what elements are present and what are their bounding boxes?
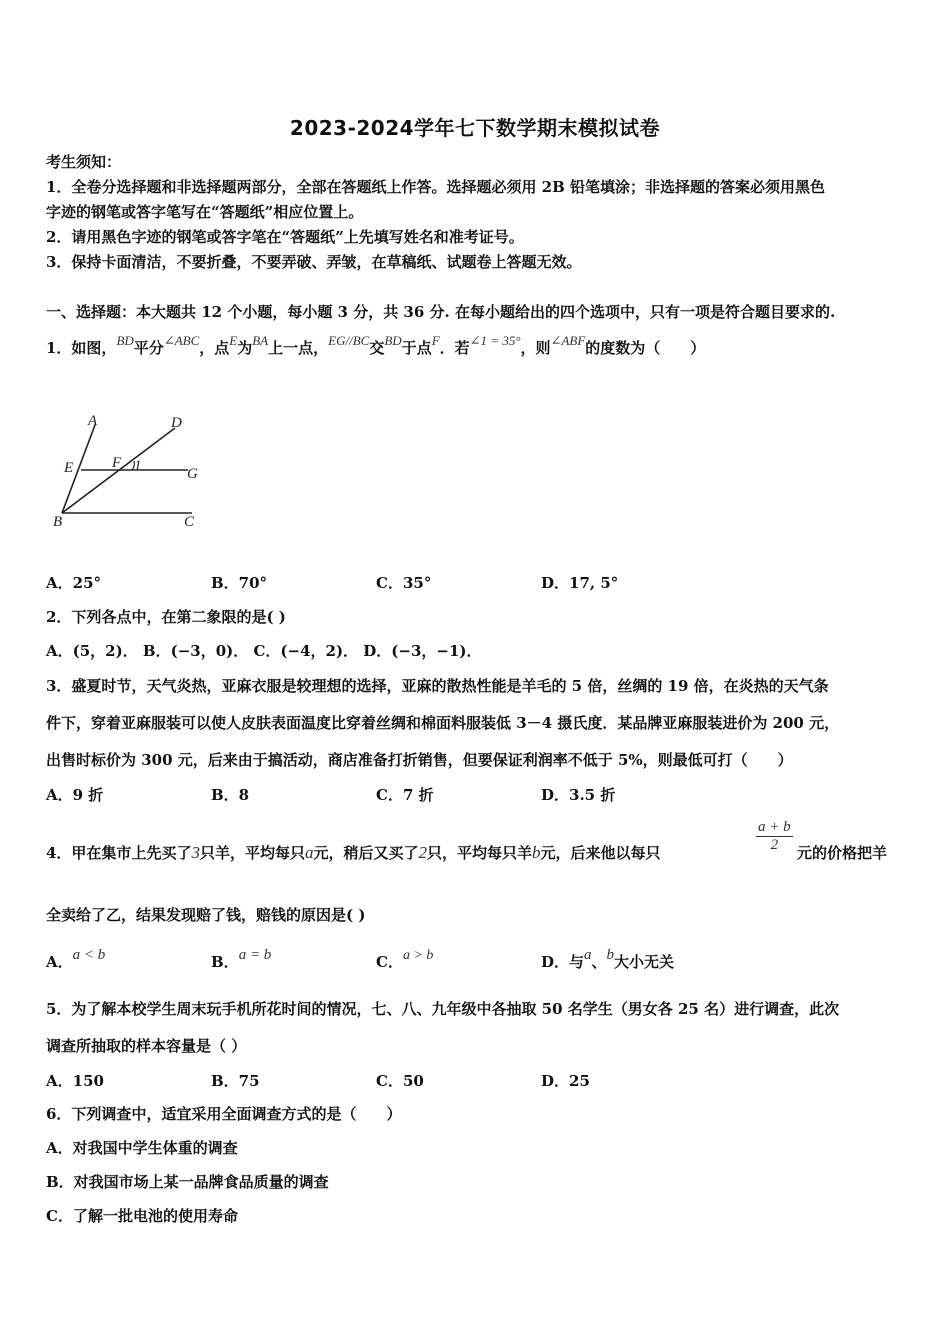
fraction-a-plus-b-over-2: $\frac{a + b}{2}$ [758,819,791,853]
q5-option-c: C．50 [376,1072,424,1090]
question-1-figure [50,408,220,538]
label-a: A [88,413,98,429]
notice-line-1b: 字迹的钢笔或答字笔写在“答题纸”相应位置上。 [46,203,364,221]
label-c: C [184,514,195,530]
notice-line-1a: 1．全卷分选择题和非选择题两部分，全部在答题纸上作答。选择题必须用 2B 铅笔填涂；非选择题的答案必须用黑色 [46,178,826,196]
q3-option-c: C．7 折 [376,786,434,804]
q6-option-b: B．对我国市场上某一品牌食品质量的调查 [46,1173,329,1191]
question-2-stem: 2．下列各点中，在第二象限的是( ) [46,608,286,626]
question-4-line-1: 4．甲在集市上先买了3只羊，平均每只a元，稍后又买了2只，平均每只羊b元，后来他以每只 [46,843,661,862]
q1-option-b: B．70° [211,574,268,592]
question-2-options: A．(5，2)． B．(−3，0)． C．(−4，2)． D．(−3，−1)． [46,642,482,660]
question-3-line-1: 3．盛夏时节，天气炎热，亚麻衣服是较理想的选择，亚麻的散热性能是羊毛的 5 倍，丝绸的 19 倍，在炎热的天气条 [46,677,829,695]
q4-option-d: D．与a、b大小无关 [541,947,675,971]
q1-option-d: D．17, 5° [541,574,619,592]
q3-option-d: D．3.5 折 [541,786,616,804]
label-e: E [64,460,74,476]
q3-option-a: A．9 折 [46,786,104,804]
label-g: G [187,466,198,482]
page-title: 2023-2024学年七下数学期末模拟试卷 [289,116,661,140]
q4-option-b: B．a = b [211,947,272,971]
notice-heading: 考生须知： [46,153,122,171]
question-5-line-1: 5．为了解本校学生周末玩手机所花时间的情况，七、八、九年级中各抽取 50 名学生（男女各 25 名）进行调查，此次 [46,1000,840,1018]
label-f: F [112,455,122,471]
q6-option-a: A．对我国中学生体重的调查 [46,1139,238,1157]
q4-option-a: A．a < b [46,947,106,971]
question-5-line-2: 调查所抽取的样本容量是（ ） [46,1037,247,1055]
label-1: 1 [134,458,142,474]
q5-option-a: A．150 [46,1072,104,1090]
question-4-line-1-end: 元的价格把羊 [797,844,888,862]
q6-option-c: C．了解一批电池的使用寿命 [46,1207,238,1225]
q5-option-d: D．25 [541,1072,590,1090]
notice-line-2: 2．请用黑色字迹的钢笔或答字笔在“答题纸”上先填写姓名和准考证号。 [46,228,524,246]
section-heading: 一、选择题：本大题共 12 个小题，每小题 3 分，共 36 分. 在每小题给出的四个选项中，只有一项是符合题目要求的. [46,303,836,321]
question-4-line-2: 全卖给了乙，结果发现赔了钱，赔钱的原因是( ) [46,906,366,924]
question-3-line-2: 件下，穿着亚麻服装可以使人皮肤表面温度比穿着丝绸和棉面料服装低 3－4 摄氏度．某品牌亚麻服装进价为 200 元， [46,714,840,732]
notice-line-3: 3．保持卡面清洁，不要折叠，不要弄破、弄皱，在草稿纸、试题卷上答题无效。 [46,253,582,271]
question-3-line-3: 出售时标价为 300 元，后来由于搞活动，商店准备打折销售，但要保证利润率不低于 5%，则最低可打（ ） [46,751,793,769]
q1-option-c: C．35° [376,574,432,592]
question-1-stem: 1．如图，BD平分∠ABC，点E为BA上一点，EG//BC交BD于点F．若∠1 = 35°，则∠ABF的度数为（ ） [46,333,706,357]
q3-option-b: B．8 [211,786,250,804]
label-d: D [171,415,182,431]
label-b: B [53,514,63,530]
q5-option-b: B．75 [211,1072,260,1090]
q1-option-a: A．25° [46,574,102,592]
question-6-stem: 6．下列调查中，适宜采用全面调查方式的是（ ） [46,1105,402,1123]
q4-option-c: C．a > b [376,948,434,971]
